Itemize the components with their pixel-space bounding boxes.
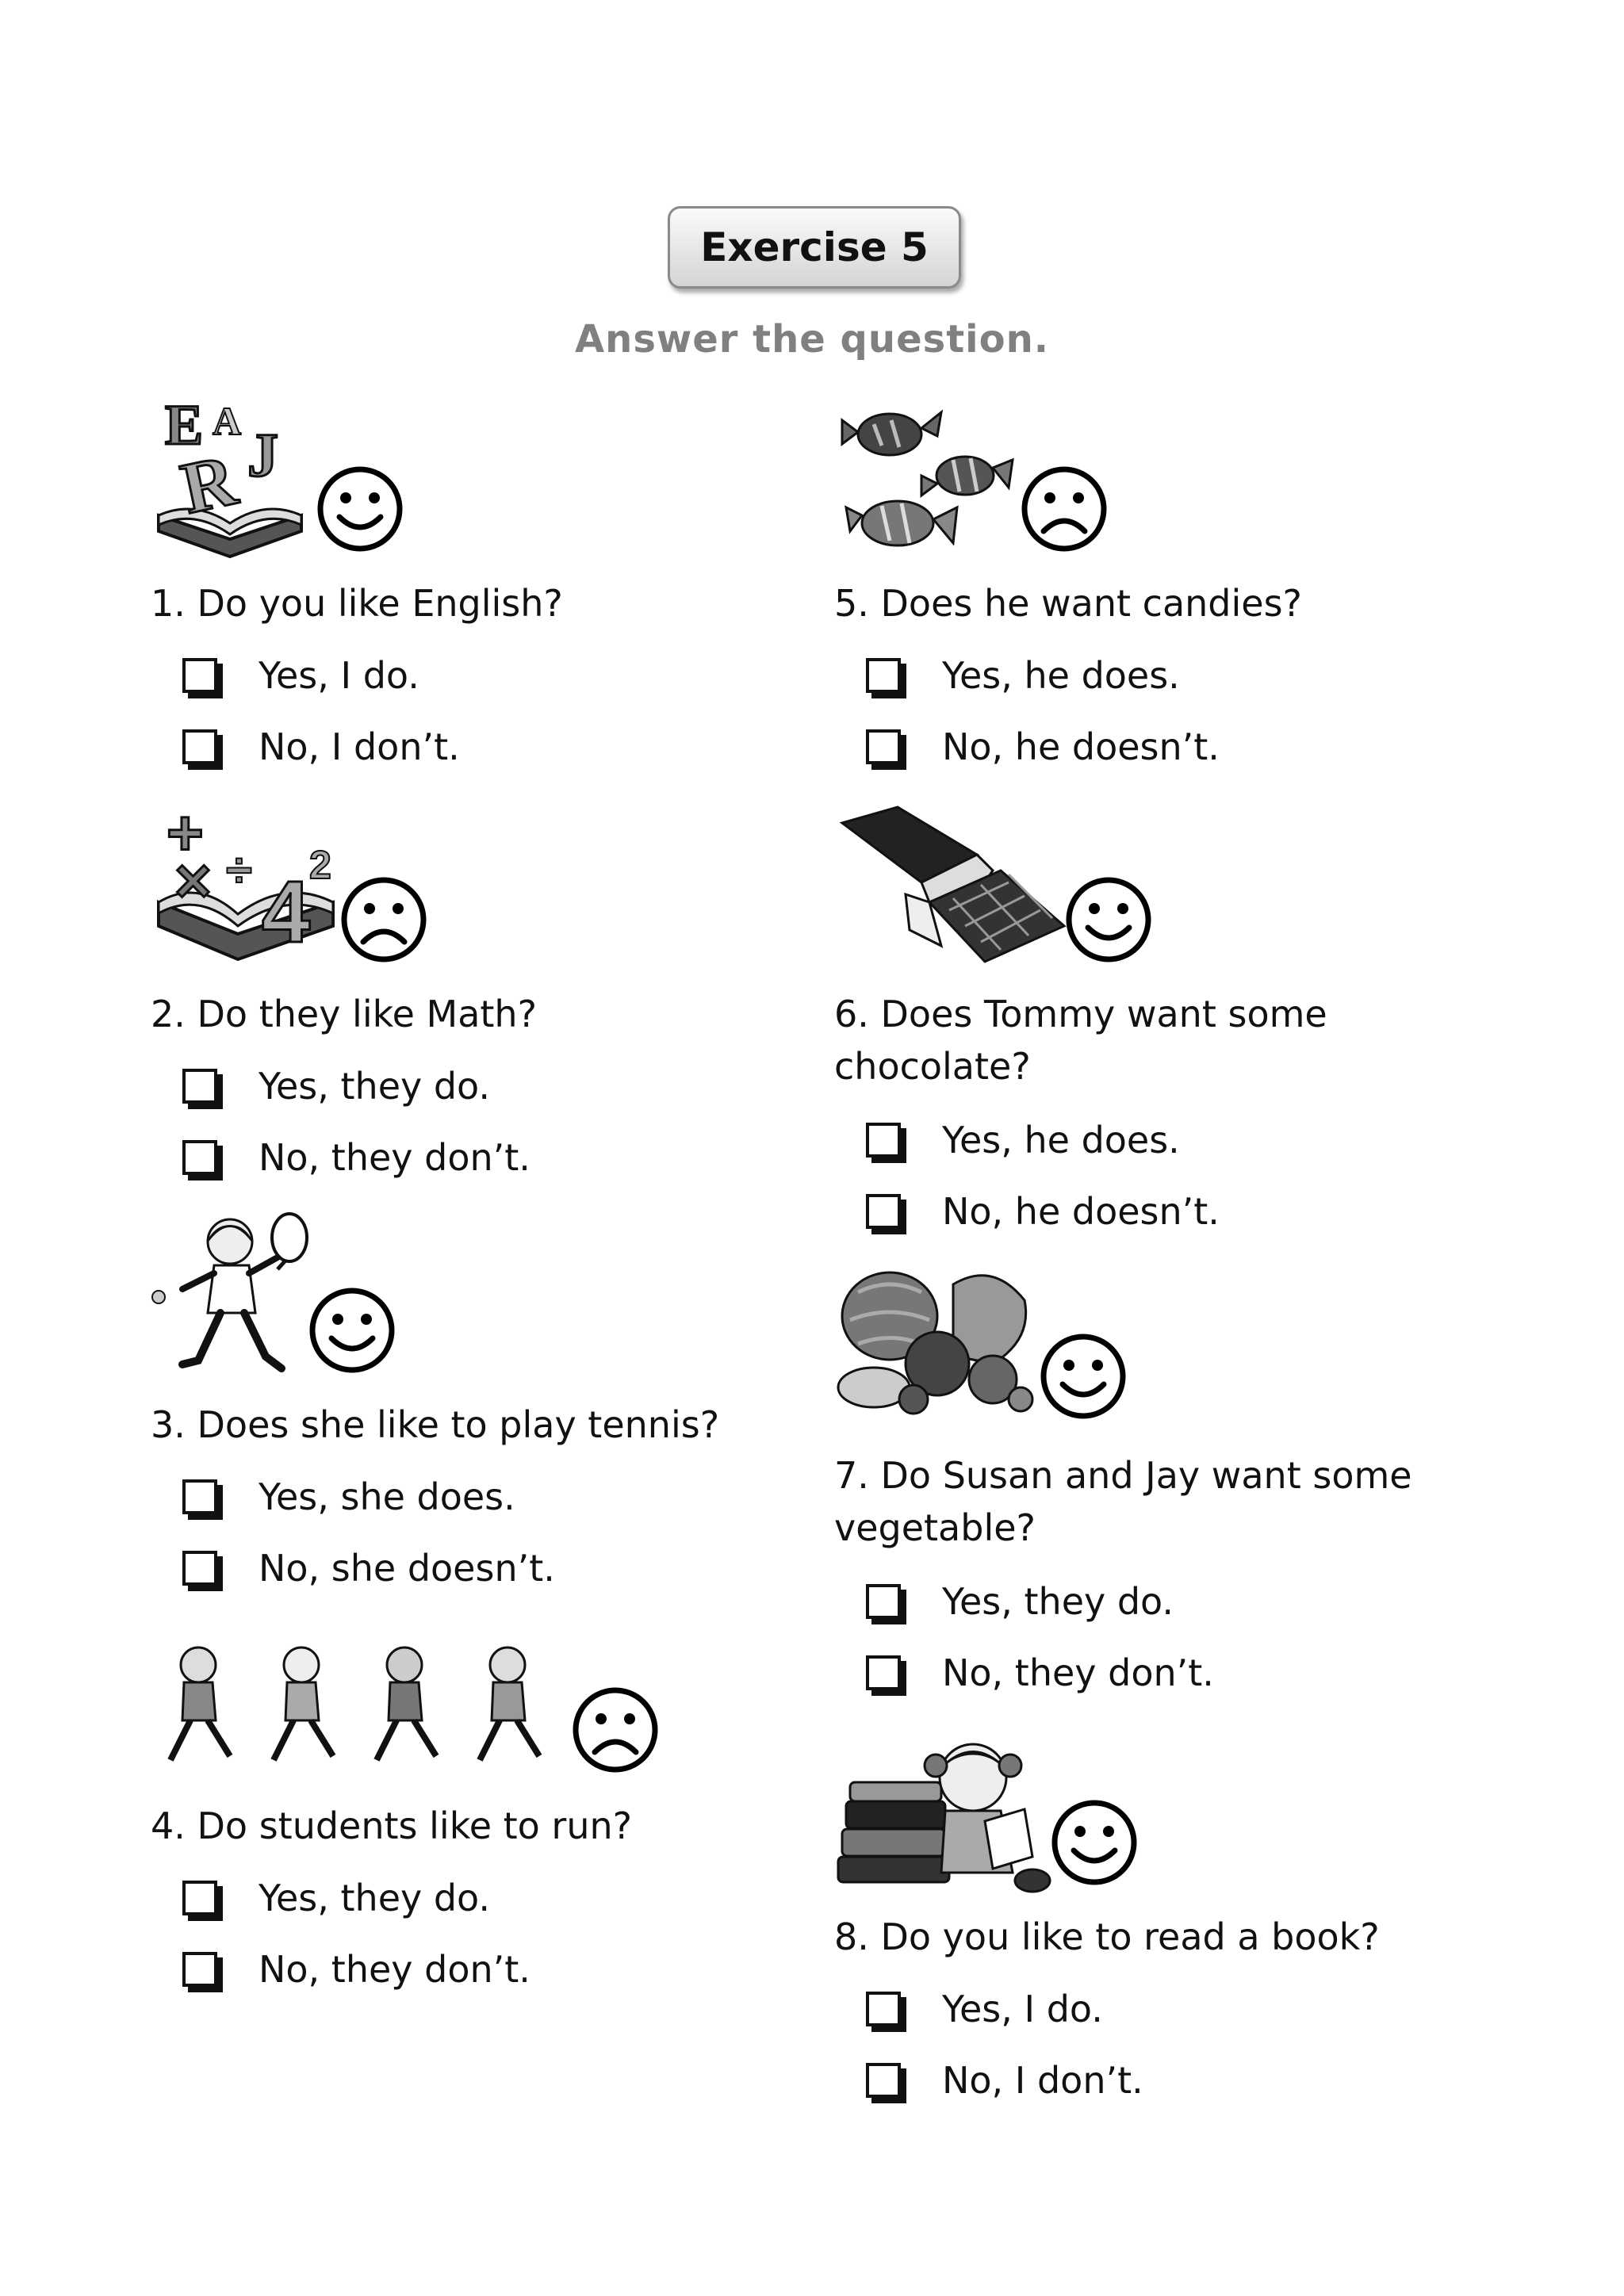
reading-girl-icon bbox=[834, 1722, 1056, 1896]
answer-option[interactable] bbox=[182, 644, 419, 707]
answer-text: No, she doesn’t. bbox=[259, 1547, 555, 1590]
checkbox[interactable] bbox=[866, 658, 901, 693]
question-text: 3. Does she like to play tennis? bbox=[151, 1403, 720, 1446]
svg-text:R: R bbox=[174, 438, 243, 530]
frown-face-icon bbox=[339, 875, 428, 964]
answer-option[interactable] bbox=[866, 1977, 1103, 2041]
checkbox[interactable] bbox=[866, 1655, 901, 1690]
candies-icon bbox=[834, 388, 1025, 563]
answer-text: Yes, he does. bbox=[942, 654, 1180, 697]
answer-option[interactable] bbox=[866, 644, 1180, 707]
frown-face-icon bbox=[571, 1686, 660, 1774]
smile-face-icon bbox=[1050, 1798, 1139, 1887]
answer-text: Yes, they do. bbox=[942, 1580, 1174, 1623]
checkbox[interactable] bbox=[182, 1479, 217, 1514]
checkbox[interactable] bbox=[866, 1123, 901, 1158]
checkbox[interactable] bbox=[182, 1069, 217, 1104]
answer-text: No, they don’t. bbox=[259, 1136, 530, 1179]
smile-face-icon bbox=[316, 465, 404, 553]
question-text: 8. Do you like to read a book? bbox=[834, 1915, 1380, 1958]
svg-text:A: A bbox=[213, 399, 242, 443]
answer-text: No, they don’t. bbox=[259, 1948, 530, 1991]
checkbox[interactable] bbox=[866, 729, 901, 764]
answer-option[interactable] bbox=[182, 1536, 555, 1600]
answer-option[interactable] bbox=[182, 715, 460, 779]
answer-option[interactable] bbox=[866, 715, 1220, 779]
answer-option[interactable] bbox=[866, 1570, 1174, 1633]
answer-option[interactable] bbox=[182, 1465, 515, 1529]
answer-text: No, he doesn’t. bbox=[942, 1190, 1220, 1233]
checkbox[interactable] bbox=[182, 1952, 217, 1987]
answer-text: No, I don’t. bbox=[259, 725, 460, 768]
answer-option[interactable] bbox=[182, 1054, 490, 1118]
exercise-title: Exercise 5 bbox=[668, 206, 961, 289]
question-text: 7. Do Susan and Jay want some vegetable? bbox=[834, 1454, 1412, 1549]
answer-option[interactable] bbox=[866, 1641, 1214, 1705]
running-kids-icon bbox=[151, 1641, 563, 1768]
svg-text:4: 4 bbox=[262, 863, 311, 961]
svg-text:×: × bbox=[174, 845, 212, 916]
svg-text:2: 2 bbox=[309, 843, 331, 887]
checkbox[interactable] bbox=[866, 1992, 901, 2026]
answer-option[interactable] bbox=[866, 2049, 1143, 2112]
checkbox[interactable] bbox=[866, 1194, 901, 1229]
smile-face-icon bbox=[1064, 875, 1153, 964]
abc-book-icon bbox=[151, 388, 309, 563]
answer-text: Yes, he does. bbox=[942, 1119, 1180, 1161]
svg-text:+: + bbox=[167, 799, 204, 868]
checkbox[interactable] bbox=[182, 1551, 217, 1586]
svg-text:÷: ÷ bbox=[226, 844, 252, 897]
answer-text: Yes, they do. bbox=[259, 1877, 490, 1919]
checkbox[interactable] bbox=[182, 1140, 217, 1175]
checkbox[interactable] bbox=[182, 658, 217, 693]
answer-text: No, they don’t. bbox=[942, 1651, 1214, 1694]
checkbox[interactable] bbox=[866, 1584, 901, 1619]
svg-text:E: E bbox=[165, 393, 204, 457]
frown-face-icon bbox=[1020, 465, 1109, 553]
answer-option[interactable] bbox=[182, 1938, 530, 2001]
checkbox[interactable] bbox=[182, 729, 217, 764]
svg-text:J: J bbox=[247, 420, 278, 489]
chocolate-bar-icon bbox=[834, 799, 1072, 974]
answer-option[interactable] bbox=[866, 1180, 1220, 1243]
checkbox[interactable] bbox=[182, 1881, 217, 1915]
smile-face-icon bbox=[308, 1286, 396, 1375]
question-text: 1. Do you like English? bbox=[151, 582, 563, 625]
answer-option[interactable] bbox=[866, 1108, 1180, 1172]
answer-text: Yes, she does. bbox=[259, 1475, 515, 1518]
question-text: 2. Do they like Math? bbox=[151, 993, 537, 1035]
answer-option[interactable] bbox=[182, 1866, 490, 1930]
question-text: 5. Does he want candies? bbox=[834, 582, 1302, 625]
checkbox[interactable] bbox=[866, 2063, 901, 2098]
question-text: 6. Does Tommy want some chocolate? bbox=[834, 993, 1327, 1088]
math-book-icon bbox=[151, 799, 341, 974]
answer-text: Yes, they do. bbox=[259, 1065, 490, 1108]
answer-option[interactable] bbox=[182, 1126, 530, 1189]
smile-face-icon bbox=[1039, 1332, 1128, 1421]
answer-text: No, he doesn’t. bbox=[942, 725, 1220, 768]
vegetables-icon bbox=[834, 1261, 1040, 1419]
question-text: 4. Do students like to run? bbox=[151, 1804, 633, 1847]
tennis-girl-icon bbox=[151, 1210, 317, 1384]
answer-text: Yes, I do. bbox=[259, 654, 419, 697]
answer-text: No, I don’t. bbox=[942, 2059, 1143, 2102]
instruction-text: Answer the question. bbox=[575, 317, 1049, 362]
answer-text: Yes, I do. bbox=[942, 1988, 1103, 2030]
